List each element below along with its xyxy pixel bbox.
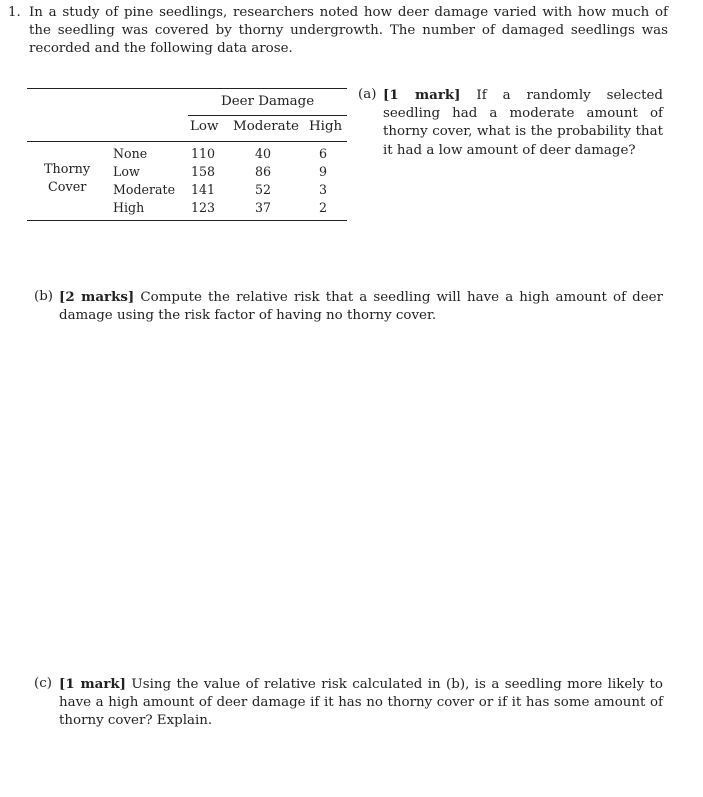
question-intro-text: In a study of pine seedlings, researchers noted how deer damage varied with how much of the seedling was covered by thorny undergrowth. The number of damaged seedlings was recorded and the following data arose.: [29, 5, 668, 57]
table-cell: 123: [190, 200, 216, 215]
table-group-rule: [188, 115, 347, 116]
row-group-label: Thorny: [44, 162, 91, 177]
part-a: [358, 86, 663, 160]
column-header: Low: [190, 119, 219, 134]
table-cell: 110: [190, 146, 216, 161]
column-header: Moderate: [233, 119, 299, 134]
part-b-label: (b): [34, 289, 54, 304]
part-c-text: Using the value of relative risk calculated in (b), is a seedling more likely to have a high amount of deer damage if it has no thorny cover or if it has some amount of thorny cover? Explain.: [59, 677, 663, 729]
part-c: [34, 675, 663, 731]
question-intro: [8, 4, 668, 59]
table-cell: 2: [318, 200, 327, 215]
table-cell: 158: [190, 164, 216, 179]
row-label: High: [113, 200, 145, 215]
table-cell: 37: [254, 200, 272, 215]
row-group-label: Cover: [48, 180, 87, 195]
table-top-rule: [27, 88, 347, 89]
row-label: Low: [113, 164, 140, 179]
table-cell: 3: [318, 182, 327, 197]
table-cell: 86: [254, 164, 272, 179]
part-c-marks: [1 mark]: [59, 676, 126, 692]
part-b: [34, 288, 663, 325]
part-b-marks: [2 marks]: [59, 289, 135, 305]
column-header: High: [309, 119, 343, 134]
table-cell: 6: [318, 146, 327, 161]
table-bottom-rule: [27, 220, 347, 221]
table-cell: 9: [318, 164, 327, 179]
table-group-header: Deer Damage: [221, 94, 315, 109]
table-cell: 40: [254, 146, 272, 161]
part-a-marks: [1 mark]: [383, 87, 461, 103]
table-cell: 52: [254, 182, 272, 197]
part-a-text: If a randomly selected seedling had a moderate amount of thorny cover, what is the probability that it had a low amount of deer damage?: [383, 88, 663, 158]
table-cell: 141: [190, 182, 216, 197]
question-number: 1.: [8, 5, 21, 20]
row-label: None: [113, 146, 148, 161]
part-b-text: Compute the relative risk that a seedling will have a high amount of deer damage using the risk factor of having no thorny cover.: [59, 290, 663, 324]
part-c-label: (c): [34, 676, 52, 691]
row-label: Moderate: [113, 182, 176, 197]
part-a-label: (a): [358, 87, 377, 102]
table-header-rule: [27, 141, 347, 142]
